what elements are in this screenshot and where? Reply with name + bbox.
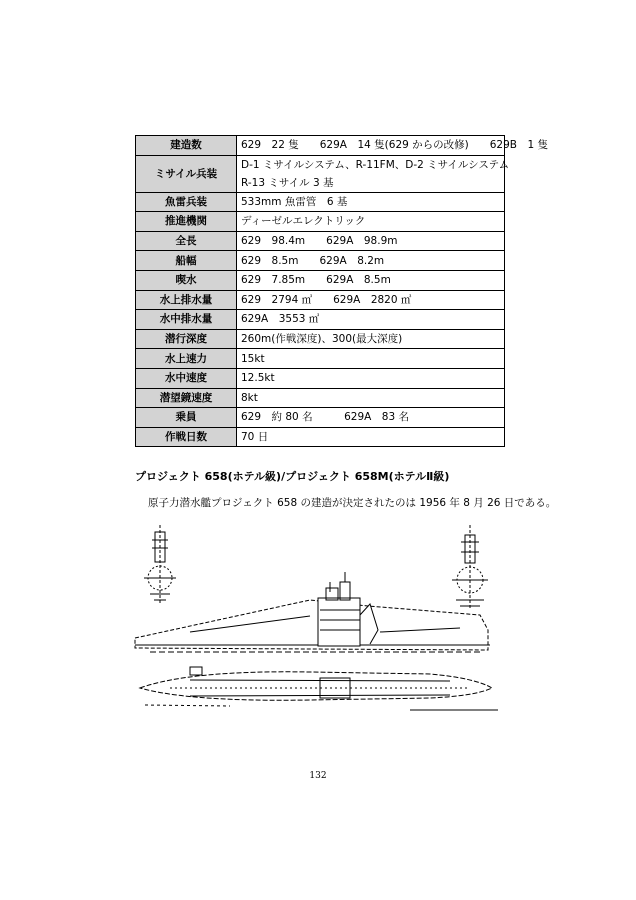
spec-label: 喫水 [136,270,237,290]
spec-row [136,212,505,232]
spec-value: 533mm 魚雷管 6 基 [237,192,505,212]
spec-row [136,231,505,251]
spec-row [136,427,505,447]
spec-row [136,251,505,271]
spec-value: 629A 3553 ㎥ [237,310,505,330]
spec-row [136,368,505,388]
left-section-view [144,525,176,605]
spec-label: 乗員 [136,408,237,428]
spec-value: 8kt [237,388,505,408]
spec-label: 魚雷兵装 [136,192,237,212]
spec-value: 629 約 80 名 629A 83 名 [237,408,505,428]
spec-label: 水上排水量 [136,290,237,310]
spec-value: 70 日 [237,427,505,447]
spec-value: ディーゼルエレクトリック [237,212,505,232]
spec-value: 629 98.4m 629A 98.9m [237,231,505,251]
spec-value: 629 7.85m 629A 8.5m [237,270,505,290]
spec-row [136,388,505,408]
spec-value: 629 2794 ㎥ 629A 2820 ㎥ [237,290,505,310]
spec-row [136,408,505,428]
spec-value-line: R-13 ミサイル 3 基 [241,176,334,189]
spec-row [136,155,505,192]
page-number: 132 [309,771,327,781]
spec-row [136,192,505,212]
spec-row [136,290,505,310]
spec-value: 12.5kt [237,368,505,388]
specification-table-body [136,136,548,447]
spec-value: 15kt [237,349,505,369]
section-paragraph: 原子力潜水艦プロジェクト 658 の建造が決定されたのは 1956 年 8 月 26 日である。 [148,497,557,509]
spec-label: 水上速力 [136,349,237,369]
spec-value: 629 22 隻 629A 14 隻(629 からの改修) 629B 1 隻 [237,136,505,156]
spec-row [136,329,505,349]
spec-label: 潜望鏡速度 [136,388,237,408]
right-section-view [452,525,488,610]
spec-label: 作戦日数 [136,427,237,447]
spec-row [136,136,505,156]
spec-label: 船幅 [136,251,237,271]
spec-label: 水中排水量 [136,310,237,330]
spec-label: ミサイル兵装 [136,155,237,192]
spec-row [136,349,505,369]
spec-value-line: D-1 ミサイルシステム、R-11FM、D-2 ミサイルシステム [241,158,510,171]
spec-label: 潜行深度 [136,329,237,349]
spec-value: 629 8.5m 629A 8.2m [237,251,505,271]
spec-label: 水中速度 [136,368,237,388]
spec-value: 260m(作戦深度)、300(最大深度) [237,329,505,349]
spec-row [136,310,505,330]
plan-view [140,667,498,710]
spec-row [136,270,505,290]
spec-label: 建造数 [136,136,237,156]
spec-label: 推進機関 [136,212,237,232]
submarine-drawing [130,520,505,725]
specification-table [135,135,548,447]
side-profile-view [135,572,490,652]
section-heading: プロジェクト 658(ホテル級)/プロジェクト 658M(ホテルⅡ級) [135,470,450,483]
spec-value [237,155,510,192]
spec-label: 全長 [136,231,237,251]
